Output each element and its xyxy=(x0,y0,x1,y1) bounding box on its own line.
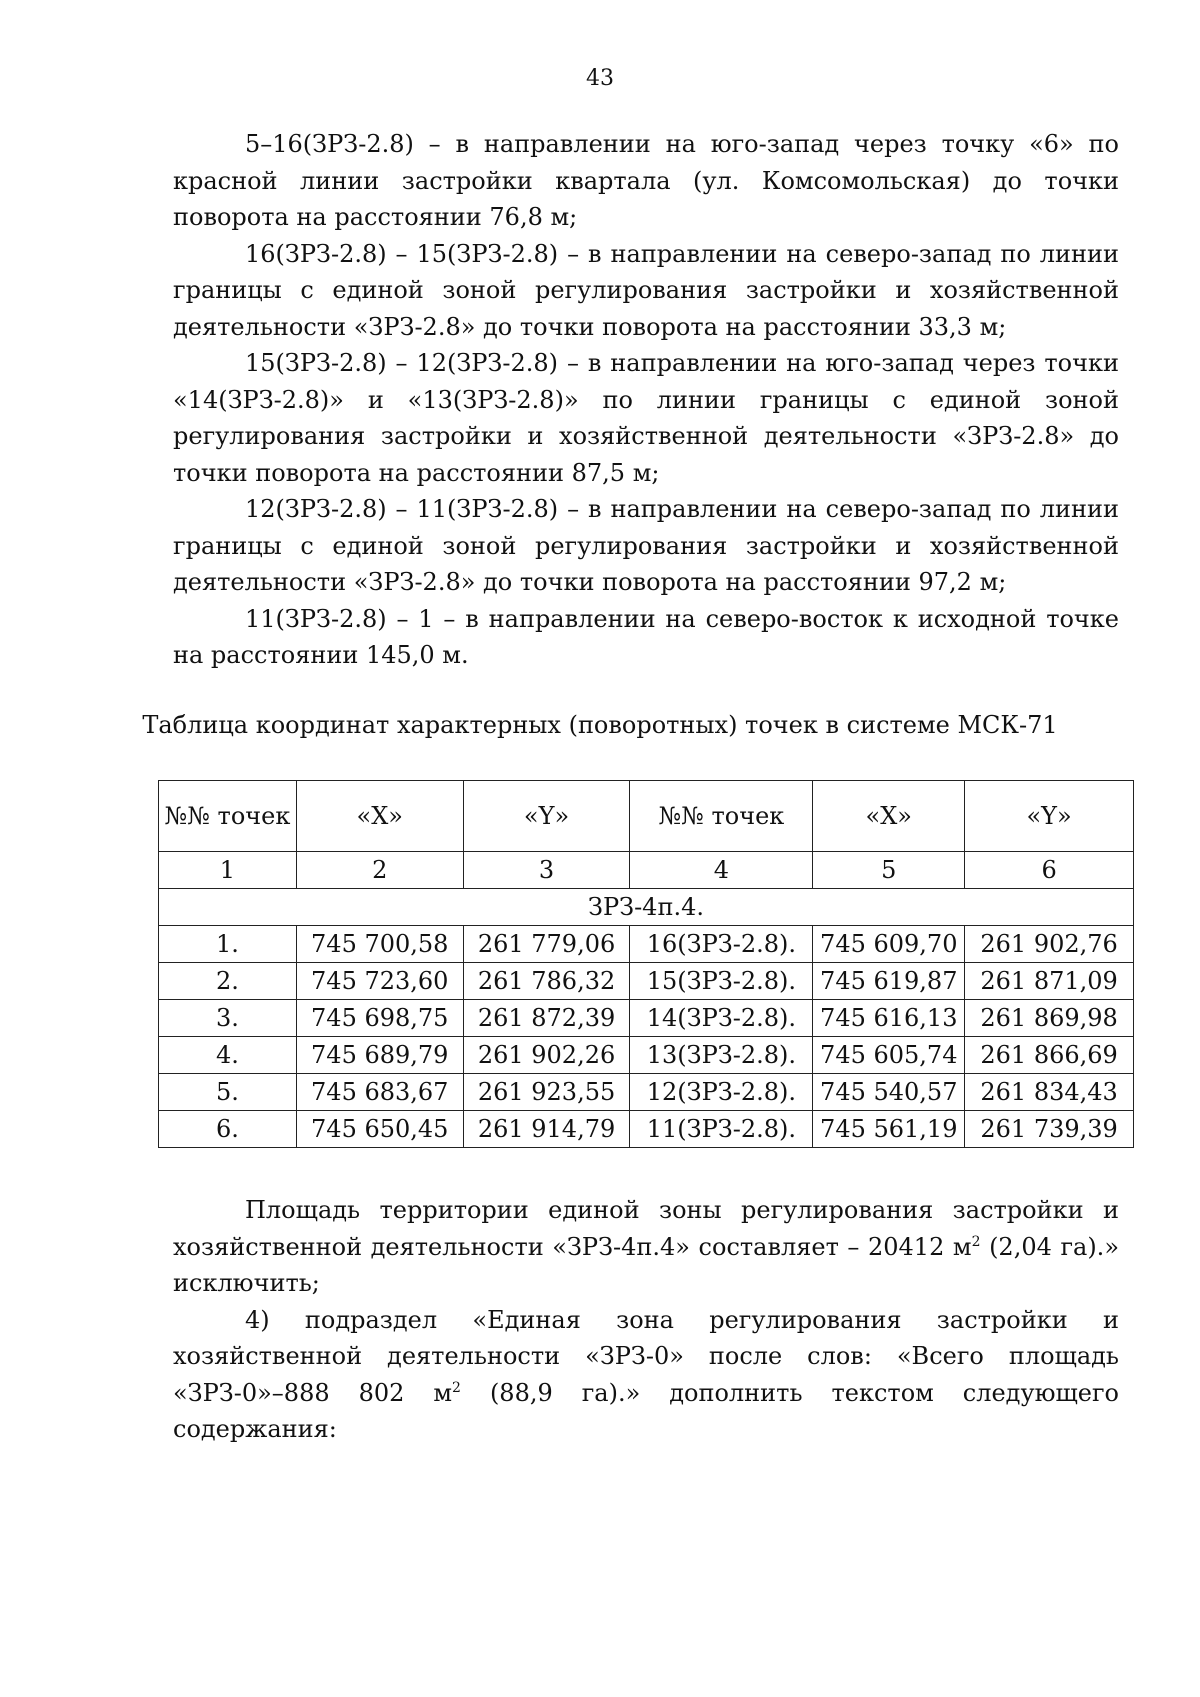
table-row xyxy=(159,1037,1134,1074)
table-row xyxy=(159,1111,1134,1148)
column-number-cell: 5 xyxy=(813,852,965,889)
body-text-top xyxy=(173,126,1119,674)
table-cell: 745 689,79 xyxy=(296,1037,463,1074)
header-cell: №№ точек xyxy=(159,781,297,852)
table-cell: 261 786,32 xyxy=(463,963,630,1000)
table-cell: 745 650,45 xyxy=(296,1111,463,1148)
table-row xyxy=(159,1074,1134,1111)
table-cell: 261 902,26 xyxy=(463,1037,630,1074)
area-superscript: 2 xyxy=(971,1233,981,1250)
table-cell: 2. xyxy=(159,963,297,1000)
area-text: Площадь территории единой зоны регулирования застройки и хозяйственной деятельности «ЗРЗ-4п.4» составляет – 20412 м xyxy=(173,1196,1119,1261)
item4-superscript: 2 xyxy=(452,1379,461,1396)
table-cell: 6. xyxy=(159,1111,297,1148)
header-cell: №№ точек xyxy=(630,781,813,852)
area-text-end: (2,04 га).» исключить; xyxy=(173,1232,1119,1297)
paragraph: 16(ЗРЗ-2.8) – 15(ЗРЗ-2.8) – в направлении на северо-запад по линии границы с единой зоной регулирования застройки и хозяйственной деятельности «ЗРЗ-2.8» до точки поворота на расстоянии 33,3 м; xyxy=(173,239,1119,341)
coordinates-table xyxy=(158,780,1134,1148)
item4-text: 4) подраздел «Единая зона регулирования застройки и хозяйственной деятельности «ЗРЗ-0» после слов: «Всего площадь «ЗРЗ-0»–888 802 м xyxy=(173,1305,1119,1407)
paragraph: 5–16(ЗРЗ-2.8) – в направлении на юго-запад через точку «6» по красной линии застройки квартала (ул. Комсомольская) до точки поворота на расстоянии 76,8 м; xyxy=(173,130,1119,231)
section-title-cell: ЗРЗ-4п.4. xyxy=(159,889,1134,926)
table-cell: 13(ЗРЗ-2.8). xyxy=(630,1037,813,1074)
table-cell: 12(ЗРЗ-2.8). xyxy=(630,1074,813,1111)
table-cell: 3. xyxy=(159,1000,297,1037)
item4-paragraph xyxy=(173,1302,1119,1448)
table-cell: 261 739,39 xyxy=(965,1111,1134,1148)
table-cell: 745 700,58 xyxy=(296,926,463,963)
column-number-cell: 6 xyxy=(965,852,1134,889)
item4-text-end: (88,9 га).» дополнить текстом следующего содержания: xyxy=(173,1378,1120,1443)
header-cell: «Y» xyxy=(463,781,630,852)
table-header-row xyxy=(159,781,1134,852)
column-number-row xyxy=(159,852,1134,889)
table-cell: 261 923,55 xyxy=(463,1074,630,1111)
table-cell: 261 914,79 xyxy=(463,1111,630,1148)
table-row xyxy=(159,1000,1134,1037)
area-paragraph xyxy=(173,1192,1119,1302)
table-cell: 14(ЗРЗ-2.8). xyxy=(630,1000,813,1037)
table-cell: 745 683,67 xyxy=(296,1074,463,1111)
paragraph: 11(ЗРЗ-2.8) – 1 – в направлении на северо-восток к исходной точке на расстоянии 145,0 м. xyxy=(173,604,1119,669)
table-row xyxy=(159,963,1134,1000)
table-cell: 745 540,57 xyxy=(813,1074,965,1111)
body-text-bottom xyxy=(173,1192,1119,1448)
column-number-cell: 3 xyxy=(463,852,630,889)
paragraph: 12(ЗРЗ-2.8) – 11(ЗРЗ-2.8) – в направлении на северо-запад по линии границы с единой зоной регулирования застройки и хозяйственной деятельности «ЗРЗ-2.8» до точки поворота на расстоянии 97,2 м; xyxy=(173,495,1119,596)
table-cell: 16(ЗРЗ-2.8). xyxy=(630,926,813,963)
table-cell: 261 871,09 xyxy=(965,963,1134,1000)
column-number-cell: 4 xyxy=(630,852,813,889)
table-cell: 745 698,75 xyxy=(296,1000,463,1037)
header-cell: «X» xyxy=(296,781,463,852)
table-cell: 745 609,70 xyxy=(813,926,965,963)
table-cell: 261 834,43 xyxy=(965,1074,1134,1111)
table-cell: 745 616,13 xyxy=(813,1000,965,1037)
table-cell: 15(ЗРЗ-2.8). xyxy=(630,963,813,1000)
table-cell: 745 619,87 xyxy=(813,963,965,1000)
table-cell: 11(ЗРЗ-2.8). xyxy=(630,1111,813,1148)
header-cell: «X» xyxy=(813,781,965,852)
column-number-cell: 2 xyxy=(296,852,463,889)
table-cell: 261 779,06 xyxy=(463,926,630,963)
table-cell: 261 872,39 xyxy=(463,1000,630,1037)
page-number: 43 xyxy=(586,66,614,91)
table-cell: 261 866,69 xyxy=(965,1037,1134,1074)
section-title-row xyxy=(159,889,1134,926)
paragraph: 15(ЗРЗ-2.8) – 12(ЗРЗ-2.8) – в направлении на юго-запад через точки «14(ЗРЗ-2.8)» и «13(ЗРЗ-2.8)» по линии границы с единой зоной регулирования застройки и хозяйственной деятельности «ЗРЗ-2.8» до точки поворота на расстоянии 87,5 м; xyxy=(173,349,1119,487)
table-cell: 745 605,74 xyxy=(813,1037,965,1074)
table-cell: 745 561,19 xyxy=(813,1111,965,1148)
table-cell: 4. xyxy=(159,1037,297,1074)
table-row xyxy=(159,926,1134,963)
table-caption: Таблица координат характерных (поворотных) точек в системе МСК-71 xyxy=(142,711,1058,739)
table-cell: 745 723,60 xyxy=(296,963,463,1000)
column-number-cell: 1 xyxy=(159,852,297,889)
header-cell: «Y» xyxy=(965,781,1134,852)
table-cell: 1. xyxy=(159,926,297,963)
table-cell: 5. xyxy=(159,1074,297,1111)
table-cell: 261 869,98 xyxy=(965,1000,1134,1037)
table-cell: 261 902,76 xyxy=(965,926,1134,963)
